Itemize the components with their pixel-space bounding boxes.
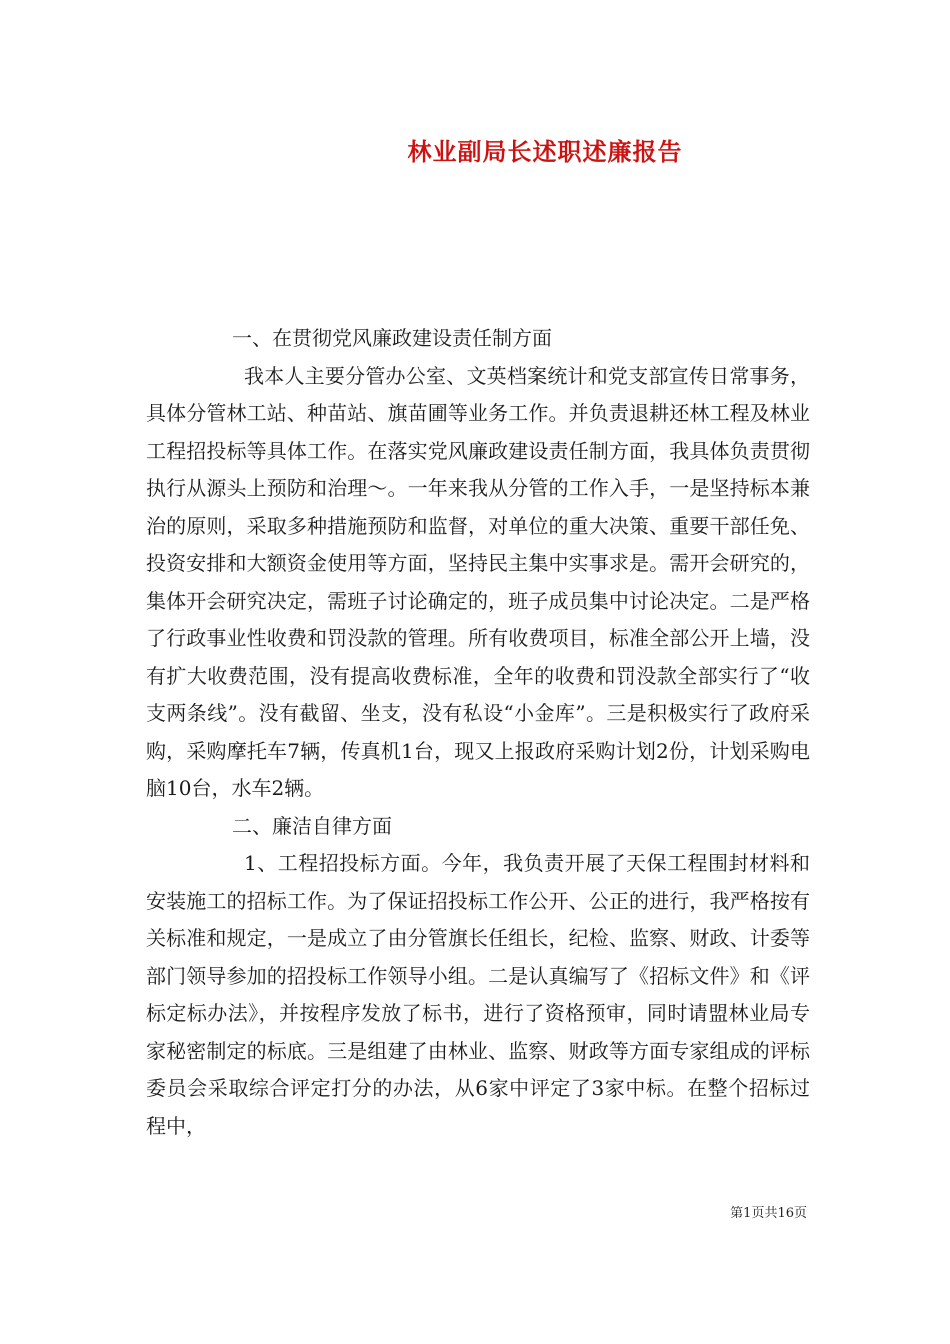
body-paragraph-1: 我本人主要分管办公室、文英档案统计和党支部宣传日常事务，具体分管林工站、种苗站、旗苗圃等业务工作。并负责退耕还林工程及林业工程招投标等具体工作。在落实党风廉政建设责任制方面，我具体负责贯彻执行从源头上预防和治理～。一年来我从分管的工作入手，一是坚持标本兼治的原则，采取多种措施预防和监督，对单位的重大决策、重要干部任免、投资安排和大额资金使用等方面，坚持民主集中实事求是。需开会研究的，集体开会研究决定，需班子讨论确定的，班子成员集中讨论决定。二是严格了行政事业性收费和罚没款的管理。所有收费项目，标准全部公开上墙，没有扩大收费范围，没有提高收费标准，全年的收费和罚没款全部实行了“收支两条线”。没有截留、坐支，没有私设“小金库”。三是积极实行了政府采购，采购摩托车7辆，传真机1台，现又上报政府采购计划2份，计划采购电脑10台，水车2辆。	[146, 363, 810, 800]
document-body	[146, 320, 810, 1145]
page-number: 第1页共16页	[730, 1206, 807, 1221]
body-paragraph-2: 1、工程招投标方面。今年，我负责开展了天保工程围封材料和安装施工的招标工作。为了保证招投标工作公开、公正的进行，我严格按有关标准和规定，一是成立了由分管旗长任组长，纪检、监察、财政、计委等部门领导参加的招投标工作领导小组。二是认真编写了《招标文件》和《评标定标办法》，并按程序发放了标书，进行了资格预审，同时请盟林业局专家秘密制定的标底。三是组建了由林业、监察、财政等方面专家组成的评标委员会采取综合评定打分的办法，从6家中评定了3家中标。在整个招标过程中，	[146, 851, 810, 1138]
section-heading-1: 一、在贯彻党风廉政建设责任制方面	[232, 326, 552, 350]
section-heading-2: 二、廉洁自律方面	[232, 813, 392, 838]
document-title: 林业副局长述职述廉报告	[407, 137, 683, 166]
